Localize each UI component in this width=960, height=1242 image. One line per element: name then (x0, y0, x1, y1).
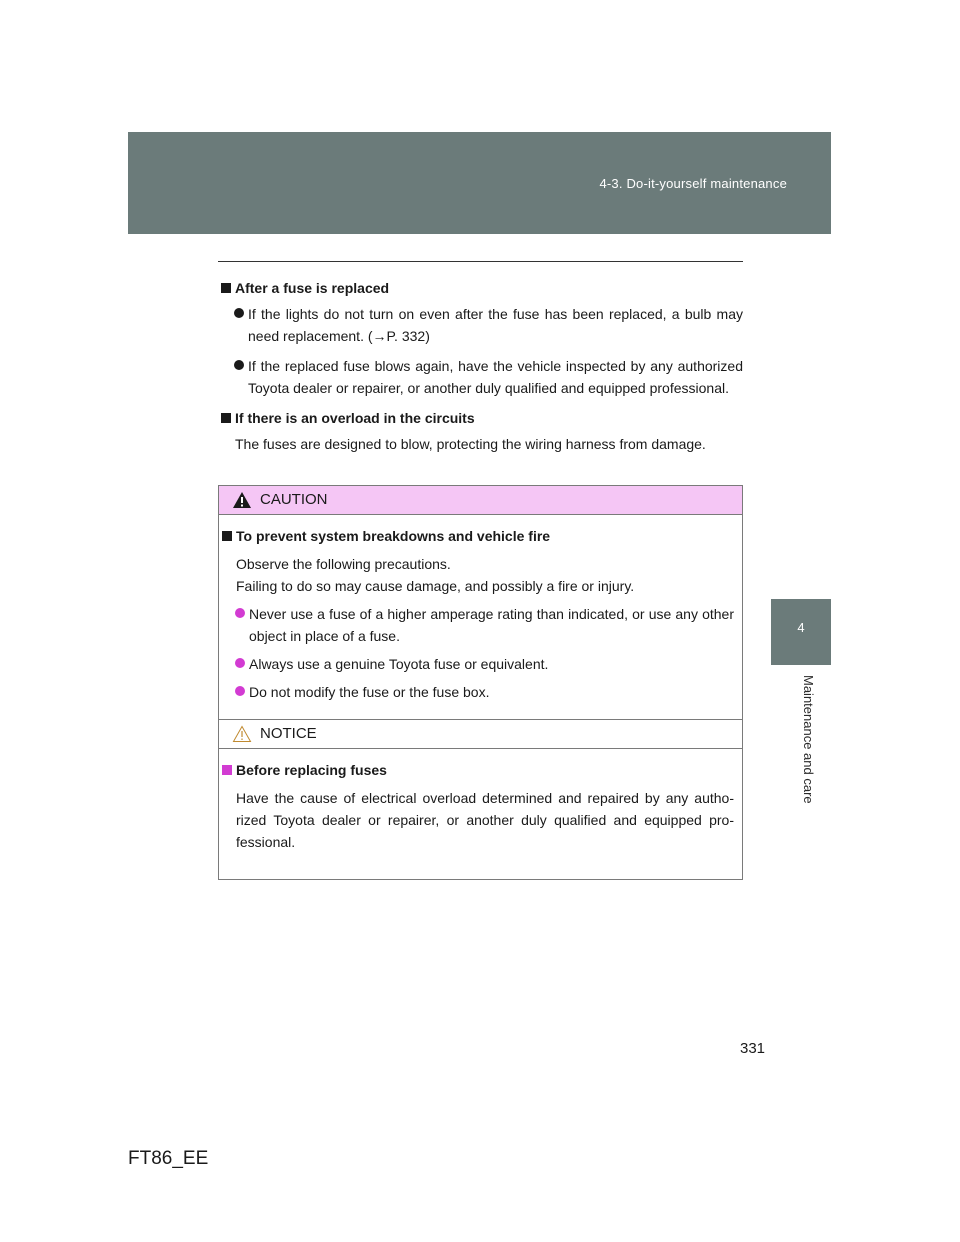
section-heading: After a fuse is replaced (218, 277, 743, 299)
section-title: 4-3. Do-it-yourself maintenance (599, 176, 787, 191)
divider (218, 261, 743, 262)
round-bullet-icon (234, 360, 244, 370)
caution-header (219, 486, 742, 515)
caution-body (219, 515, 742, 719)
caution-title: CAUTION (260, 491, 328, 508)
caution-box (218, 485, 743, 720)
square-bullet-icon (221, 283, 231, 293)
paragraph: Observe the following precautions. Failing to do so may cause damage, and possibly a fire or injury. (236, 556, 635, 594)
section-heading: If there is an overload in the circuits (218, 407, 743, 429)
chapter-side-label: Maintenance and care (801, 675, 816, 804)
list-item: Never use a fuse of a higher amperage rating than indicated, or use any other object in place of a fuse. (219, 603, 734, 647)
list-item: If the replaced fuse blows again, have the vehicle inspected by any authorized Toyota dealer or repairer, or another duly qualified and equipped professional. (218, 355, 743, 399)
notice-body (219, 749, 742, 879)
notice-box (218, 719, 743, 880)
round-bullet-icon (235, 686, 245, 696)
list-item: If the lights do not turn on even after the fuse has been replaced, a bulb may need replacement. (→P. 332) (218, 303, 743, 347)
warning-triangle-icon (232, 491, 252, 509)
chapter-number: 4 (797, 620, 805, 635)
paragraph: The fuses are designed to blow, protecting the wiring harness from damage. (235, 436, 706, 452)
main-content (218, 277, 743, 463)
notice-header (219, 720, 742, 749)
notice-title: NOTICE (260, 725, 317, 742)
list-item: Always use a genuine Toyota fuse or equivalent. (219, 653, 734, 675)
square-bullet-icon (222, 531, 232, 541)
warning-triangle-outline-icon (232, 725, 252, 743)
header-band (128, 132, 831, 234)
document-code: FT86_EE (128, 1148, 209, 1169)
list-item: Do not modify the fuse or the fuse box. (219, 681, 734, 703)
round-bullet-icon (234, 308, 244, 318)
round-bullet-icon (235, 608, 245, 618)
notice-heading: Before replacing fuses (219, 759, 734, 781)
square-bullet-icon (221, 413, 231, 423)
caution-heading: To prevent system breakdowns and vehicle fire (219, 525, 734, 547)
square-bullet-icon (222, 765, 232, 775)
page-number: 331 (740, 1040, 766, 1057)
round-bullet-icon (235, 658, 245, 668)
paragraph: Have the cause of electrical overload determined and repaired by any autho-rized Toyota dealer or repairer, or another duly qualified and equipped pro-fessional. (236, 790, 734, 850)
chapter-tab (771, 599, 831, 665)
